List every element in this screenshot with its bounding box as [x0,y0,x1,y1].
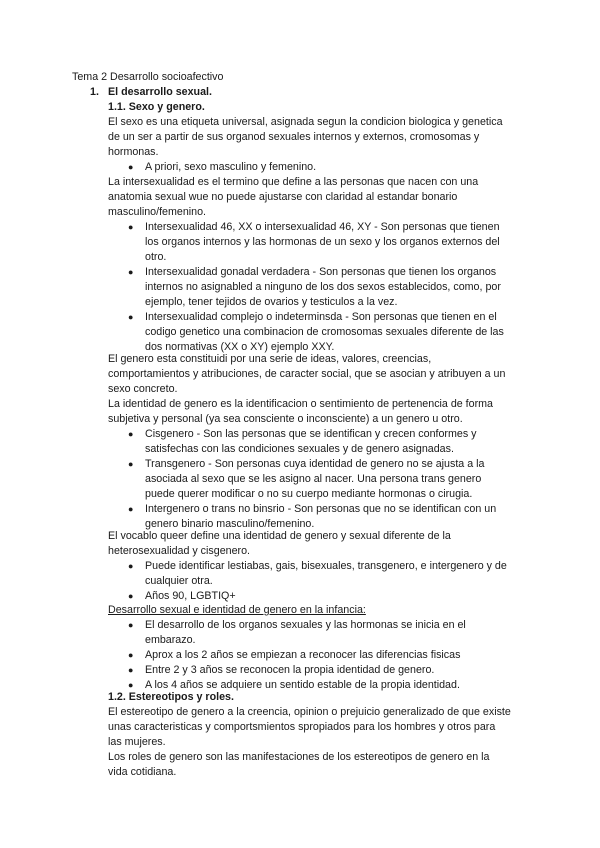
list-item: Puede identificar lestiabas, gais, bisexuales, transgenero, e intergenero y de [145,560,507,572]
infancia-heading: Desarrollo sexual e identidad de genero en la infancia: [108,604,366,616]
paragraph-line: Los roles de genero son las manifestaciones de los estereotipos de genero en la [108,751,490,763]
subsection-title: 1.2. Estereotipos y roles. [108,691,234,703]
bullet-icon: ● [128,561,134,571]
subsection-title: 1.1. Sexo y genero. [108,101,205,113]
list-item: embarazo. [145,634,196,646]
list-item: dos normativas (XX o XY) ejemplo XXY. [145,341,335,353]
bullet-icon: ● [128,429,134,439]
bullet-icon: ● [128,665,134,675]
paragraph-line: hormonas. [108,146,159,158]
bullet-icon: ● [128,162,134,172]
bullet-icon: ● [128,620,134,630]
bullet-icon: ● [128,504,134,514]
list-item: satisfechas con las condiciones sexuales y de genero asignadas. [145,443,454,455]
list-item: Años 90, LGBTIQ+ [145,590,236,602]
paragraph-line: El genero esta constituidi por una serie de ideas, valores, creencias, [108,353,432,365]
list-item: A priori, sexo masculino y femenino. [145,161,317,173]
paragraph-line: masculino/femenino. [108,206,207,218]
list-item: Intersexualidad 46, XX o intersexualidad 46, XY - Son personas que tienen [145,221,500,233]
paragraph-line: El sexo es una etiqueta universal, asignada segun la condicion biologica y genetica [108,116,503,128]
list-item: Transgenero - Son personas cuya identidad de genero no se ajusta a la [145,458,485,470]
list-item: puede querer modificar o no su cuerpo mediante hormonas o cirugia. [145,488,473,500]
list-item: ejemplo, tener tejidos de ovarios y testiculos a la vez. [145,296,398,308]
list-item: asociada al sexo que se les asigno al nacer. Una persona trans genero [145,473,482,485]
paragraph-line: heterosexualidad y cisgenero. [108,545,250,557]
bullet-icon: ● [128,267,134,277]
list-item: El desarrollo de los organos sexuales y las hormonas se inicia en el [145,619,466,631]
list-item: genero binario masculino/femenino. [145,518,315,530]
bullet-icon: ● [128,312,134,322]
list-item: Cisgenero - Son las personas que se identifican y crecen conformes y [145,428,477,440]
paragraph-line: anatomia sexual wue no puede ajustarse con claridad al estandar bonario [108,191,458,203]
list-item: Entre 2 y 3 años se reconocen la propia identidad de genero. [145,664,435,676]
list-item: internos no asignabled a ninguno de los dos sexos establecidos, como, por [145,281,501,293]
paragraph-line: las mujeres. [108,736,166,748]
list-item: otro. [145,251,167,263]
bullet-icon: ● [128,222,134,232]
paragraph-line: El estereotipo de genero a la creencia, opinion o prejuicio generalizado de que existe [108,706,511,718]
paragraph-line: vida cotidiana. [108,766,177,778]
list-item: Intergenero o trans no binsrio - Son personas que no se identifican con un [145,503,497,515]
list-item: Intersexualidad complejo o indeterminsda - Son personas que tienen en el [145,311,497,323]
paragraph-line: de un ser a partir de sus organod sexuales internos y externos, cromosomas y [108,131,480,143]
bullet-icon: ● [128,680,134,690]
list-item: Aprox a los 2 años se empiezan a reconocer las diferencias fisicas [145,649,461,661]
list-item: Intersexualidad gonadal verdadera - Son personas que tienen los organos [145,266,497,278]
list-item: A los 4 años se adquiere un sentido estable de la propia identidad. [145,679,460,691]
section-number: 1. [90,86,99,98]
bullet-icon: ● [128,459,134,469]
paragraph-line: sexo concreto. [108,383,178,395]
list-item: cualquier otra. [145,575,213,587]
paragraph-line: subjetiva y personal (ya sea consciente o inconsciente) a un genero u otro. [108,413,463,425]
bullet-icon: ● [128,591,134,601]
section-title: El desarrollo sexual. [108,86,212,98]
list-item: codigo genetico una combinacion de cromosomas sexuales diferente de las [145,326,504,338]
paragraph-line: La identidad de genero es la identificacion o sentimiento de pertenencia de forma [108,398,494,410]
list-item: los organos internos y las hormonas de un sexo y los organos externos del [145,236,500,248]
paragraph-line: comportamientos y atribuciones, de caracter social, que se asocian y atribuyen a un [108,368,506,380]
paragraph-line: La intersexualidad es el termino que define a las personas que nacen con una [108,176,479,188]
doc-title: Tema 2 Desarrollo socioafectivo [72,71,224,83]
bullet-icon: ● [128,650,134,660]
paragraph-line: El vocablo queer define una identidad de genero y sexual diferente de la [108,530,451,542]
paragraph-line: unas caracteristicas y comportsmientos spropiados para los hombres y otros para [108,721,496,733]
